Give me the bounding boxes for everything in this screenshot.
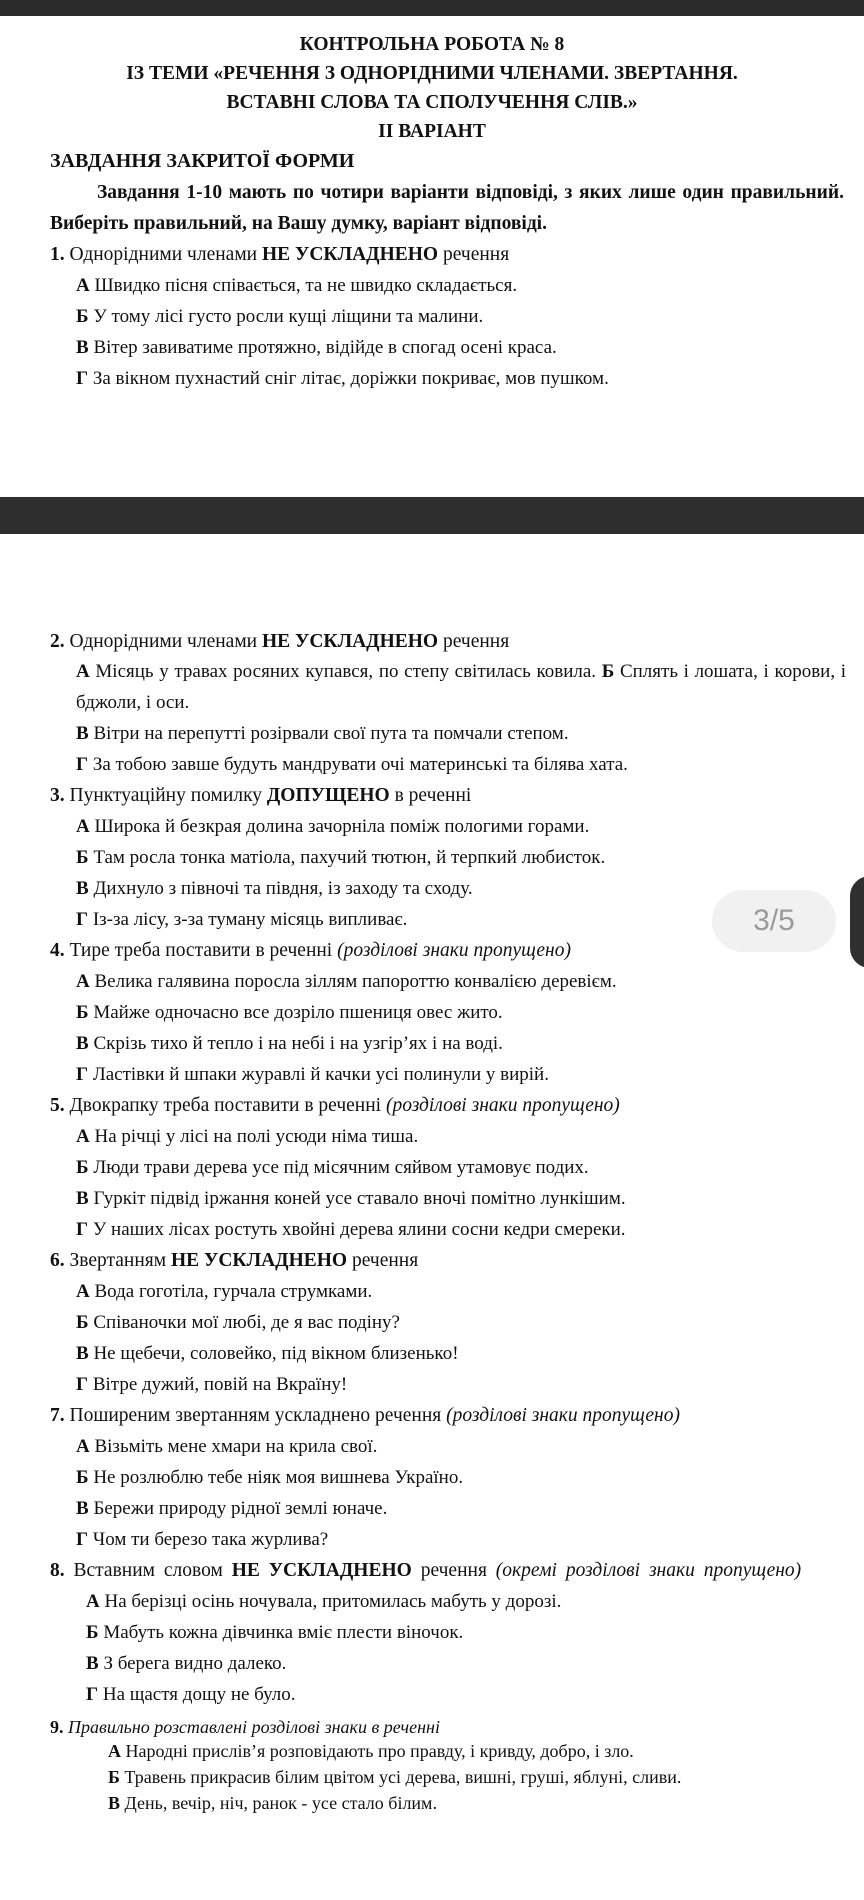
option-text: Вітре дужий, повій на Вкраїну! [92, 1374, 348, 1395]
option-letter: В [108, 1793, 121, 1813]
question-8 [0, 1555, 864, 1586]
option-3a [0, 811, 864, 842]
option-text: Гуркіт підвід іржання коней усе ставало вночі помітно лункішим. [93, 1188, 626, 1209]
question-text: Пунктуаційну помилку [69, 785, 263, 806]
option-4a [0, 966, 864, 997]
option-7d [0, 1524, 864, 1555]
question-text: Двокрапку треба поставити в реченні [69, 1095, 382, 1116]
option-letter: А [76, 971, 90, 992]
option-text: Сплять і лошата, і корови, і бджоли, і оси. [76, 661, 847, 713]
option-letter: Б [76, 1002, 89, 1023]
option-letter: В [76, 878, 89, 899]
option-letter: Б [76, 847, 89, 868]
option-letter: Б [108, 1767, 120, 1787]
option-5d [0, 1214, 864, 1245]
option-2c [0, 718, 864, 749]
question-number: 4. [50, 940, 65, 961]
doc-title-line-1: КОНТРОЛЬНА РОБОТА № 8 [299, 34, 565, 55]
question-emphasis: НЕ УСКЛАДНЕНО [261, 244, 439, 265]
option-letter: В [76, 337, 89, 358]
option-text: На щастя дощу не було. [102, 1684, 296, 1705]
page-indicator: 3/5 [712, 890, 836, 952]
option-8a [0, 1586, 864, 1617]
question-7 [0, 1400, 864, 1431]
option-5b [0, 1152, 864, 1183]
question-emphasis: НЕ УСКЛАДНЕНО [261, 631, 439, 652]
option-text: Візьміть мене хмари на крила свої. [94, 1436, 378, 1457]
question-number: 1. [50, 244, 65, 265]
option-9c [0, 1790, 864, 1816]
option-letter: Б [86, 1622, 99, 1643]
option-letter: Г [76, 1064, 89, 1085]
question-number: 5. [50, 1095, 65, 1116]
option-letter: А [76, 816, 90, 837]
option-text: Не розлюблю тебе ніяк моя вишнева Україно. [93, 1467, 464, 1488]
option-text: Чом ти березо така журлива? [92, 1529, 329, 1550]
option-text: Велика галявина поросла зіллям папороттю конвалією деревієм. [94, 971, 617, 992]
option-4b [0, 997, 864, 1028]
option-text: Травень прикрасив білим цвітом усі дерева, вишні, груші, яблуні, сливи. [124, 1767, 682, 1787]
option-2a-2b [0, 657, 864, 718]
question-9 [0, 1716, 864, 1738]
option-text: Із-за лісу, з-за туману місяць випливає. [92, 909, 408, 930]
doc-variant: ІІ ВАРІАНТ [378, 121, 486, 142]
question-2 [0, 626, 864, 657]
question-emphasis: ДОПУЩЕНО [266, 785, 390, 806]
option-text: Ластівки й шпаки журавлі й качки усі полинули у вирій. [92, 1064, 549, 1085]
option-1d [0, 363, 864, 394]
question-number: 3. [50, 785, 65, 806]
option-letter: Г [76, 754, 89, 775]
question-text: Звертанням [69, 1250, 167, 1271]
question-text: Однорідними членами [69, 631, 258, 652]
option-text: Мабуть кожна дівчинка вміє плести віночок. [103, 1622, 464, 1643]
question-number: 9. [50, 1717, 64, 1737]
option-letter: Б [76, 1157, 89, 1178]
option-letter: В [76, 1033, 89, 1054]
option-text: З берега видно далеко. [103, 1653, 287, 1674]
option-letter: Г [76, 368, 89, 389]
option-text: Скрізь тихо й тепло і на небі і на узгір’ях і на воді. [93, 1033, 503, 1054]
question-number: 8. [50, 1560, 65, 1581]
section-title: ЗАВДАННЯ ЗАКРИТОЇ ФОРМИ [50, 150, 355, 172]
option-3b [0, 842, 864, 873]
option-letter: В [76, 723, 89, 744]
option-letter: А [76, 1126, 90, 1147]
option-letter: В [86, 1653, 99, 1674]
option-letter: Г [86, 1684, 99, 1705]
option-text: У тому лісі густо росли кущі ліщини та малини. [93, 306, 484, 327]
option-6a [0, 1276, 864, 1307]
option-text: Дихнуло з півночі та півдня, із заходу та сходу. [93, 878, 473, 899]
page-divider [0, 497, 864, 534]
option-letter: А [76, 1281, 90, 1302]
option-text: На річці у лісі на полі усюди німа тиша. [94, 1126, 419, 1147]
doc-title-line-2: ІЗ ТЕМИ «РЕЧЕННЯ З ОДНОРІДНИМИ ЧЛЕНАМИ. ЗВЕРТАННЯ. [126, 63, 738, 84]
question-text: Тире треба поставити в реченні [69, 940, 333, 961]
option-letter: В [76, 1343, 89, 1364]
option-text: День, вечір, ніч, ранок - усе стало білим. [124, 1793, 437, 1813]
option-text: Майже одночасно все дозріло пшениця овес жито. [93, 1002, 503, 1023]
option-letter: В [76, 1188, 89, 1209]
question-text-end: речення [420, 1560, 487, 1581]
option-text: Вітри на перепутті розірвали свої пута та помчали степом. [93, 723, 569, 744]
question-text: Вставним словом [73, 1560, 223, 1581]
question-6 [0, 1245, 864, 1276]
option-8d [0, 1679, 864, 1710]
scroll-handle[interactable] [850, 876, 864, 968]
option-5a [0, 1121, 864, 1152]
top-dark-bar [0, 0, 864, 16]
option-letter: В [76, 1498, 89, 1519]
question-note: (окремі розділові знаки пропущено) [495, 1560, 802, 1581]
question-text: Однорідними членами [69, 244, 258, 265]
question-emphasis: НЕ УСКЛАДНЕНО [170, 1250, 348, 1271]
question-note: (розділові знаки пропущено) [385, 1095, 620, 1116]
option-text: У наших лісах ростуть хвойні дерева ялини сосни кедри смереки. [92, 1219, 626, 1240]
option-text: За вікном пухнастий сніг літає, доріжки покриває, мов пушком. [92, 368, 609, 389]
question-text-end: речення [351, 1250, 419, 1271]
question-note: (розділові знаки пропущено) [337, 940, 571, 961]
option-text: Народні прислів’я розповідають про правду, і кривду, добро, і зло. [125, 1741, 634, 1761]
option-letter: А [76, 275, 90, 296]
option-letter: Г [76, 1219, 89, 1240]
question-number: 6. [50, 1250, 65, 1271]
question-number: 2. [50, 631, 65, 652]
option-letter: А [108, 1741, 121, 1761]
question-text: Поширеним звертанням ускладнено речення [69, 1405, 442, 1426]
page-bottom [0, 626, 864, 1816]
instruction-text: Завдання 1-10 мають по чотири варіанти відповіді, з яких лише один правильний. Виберіть правильний, на Вашу думку, варіант відповіді. [50, 182, 844, 234]
option-6b [0, 1307, 864, 1338]
option-4c [0, 1028, 864, 1059]
option-letter: А [76, 661, 90, 682]
question-text-end: речення [442, 631, 510, 652]
option-text: Широка й безкрая долина зачорніла поміж пологими горами. [94, 816, 590, 837]
option-5c [0, 1183, 864, 1214]
option-text: Не щебечи, соловейко, під вікном близенько! [93, 1343, 459, 1364]
option-6c [0, 1338, 864, 1369]
option-7a [0, 1431, 864, 1462]
option-2d [0, 749, 864, 780]
option-letter: Г [76, 1529, 89, 1550]
option-8b [0, 1617, 864, 1648]
doc-title-line-3: ВСТАВНІ СЛОВА ТА СПОЛУЧЕННЯ СЛІВ.» [226, 92, 638, 113]
option-text: Там росла тонка матіола, пахучий тютюн, й терпкий любисток. [93, 847, 606, 868]
option-letter: Б [76, 306, 89, 327]
option-letter: Б [76, 1312, 89, 1333]
option-letter: А [86, 1591, 100, 1612]
question-number: 7. [50, 1405, 65, 1426]
option-text: Люди трави дерева усе під місячним сяйвом утамовує подих. [93, 1157, 589, 1178]
question-3 [0, 780, 864, 811]
option-letter: А [76, 1436, 90, 1457]
option-letter: Г [76, 1374, 89, 1395]
option-text: За тобою завше будуть мандрувати очі материнські та білява хата. [92, 754, 628, 775]
page-top [0, 30, 864, 394]
option-text: Бережи природу рідної землі юначе. [93, 1498, 388, 1519]
option-text: Співаночки мої любі, де я вас подіну? [93, 1312, 400, 1333]
question-text-end: речення [442, 244, 510, 265]
question-text: Правильно розставлені розділові знаки в реченні [68, 1717, 440, 1737]
option-1b [0, 301, 864, 332]
option-text: Місяць у травах росяних купався, по степу світилась ковила. [95, 661, 597, 682]
option-text: Швидко пісня співається, та не швидко складається. [94, 275, 518, 296]
question-5 [0, 1090, 864, 1121]
option-text: Вода гоготіла, гурчала струмками. [94, 1281, 373, 1302]
option-1c [0, 332, 864, 363]
option-7c [0, 1493, 864, 1524]
option-4d [0, 1059, 864, 1090]
question-emphasis: НЕ УСКЛАДНЕНО [231, 1560, 412, 1581]
option-letter: Б [76, 1467, 89, 1488]
option-8c [0, 1648, 864, 1679]
option-1a [0, 270, 864, 301]
option-text: На берізці осінь ночувала, притомилась мабуть у дорозі. [104, 1591, 562, 1612]
option-7b [0, 1462, 864, 1493]
option-6d [0, 1369, 864, 1400]
option-9a [0, 1738, 864, 1764]
option-text: Вітер завиватиме протяжно, відійде в спогад осені краса. [93, 337, 557, 358]
option-letter: Г [76, 909, 89, 930]
question-text-end: в реченні [394, 785, 472, 806]
question-note: (розділові знаки пропущено) [446, 1405, 680, 1426]
question-1 [0, 239, 864, 270]
option-9b [0, 1764, 864, 1790]
option-letter: Б [601, 661, 615, 682]
